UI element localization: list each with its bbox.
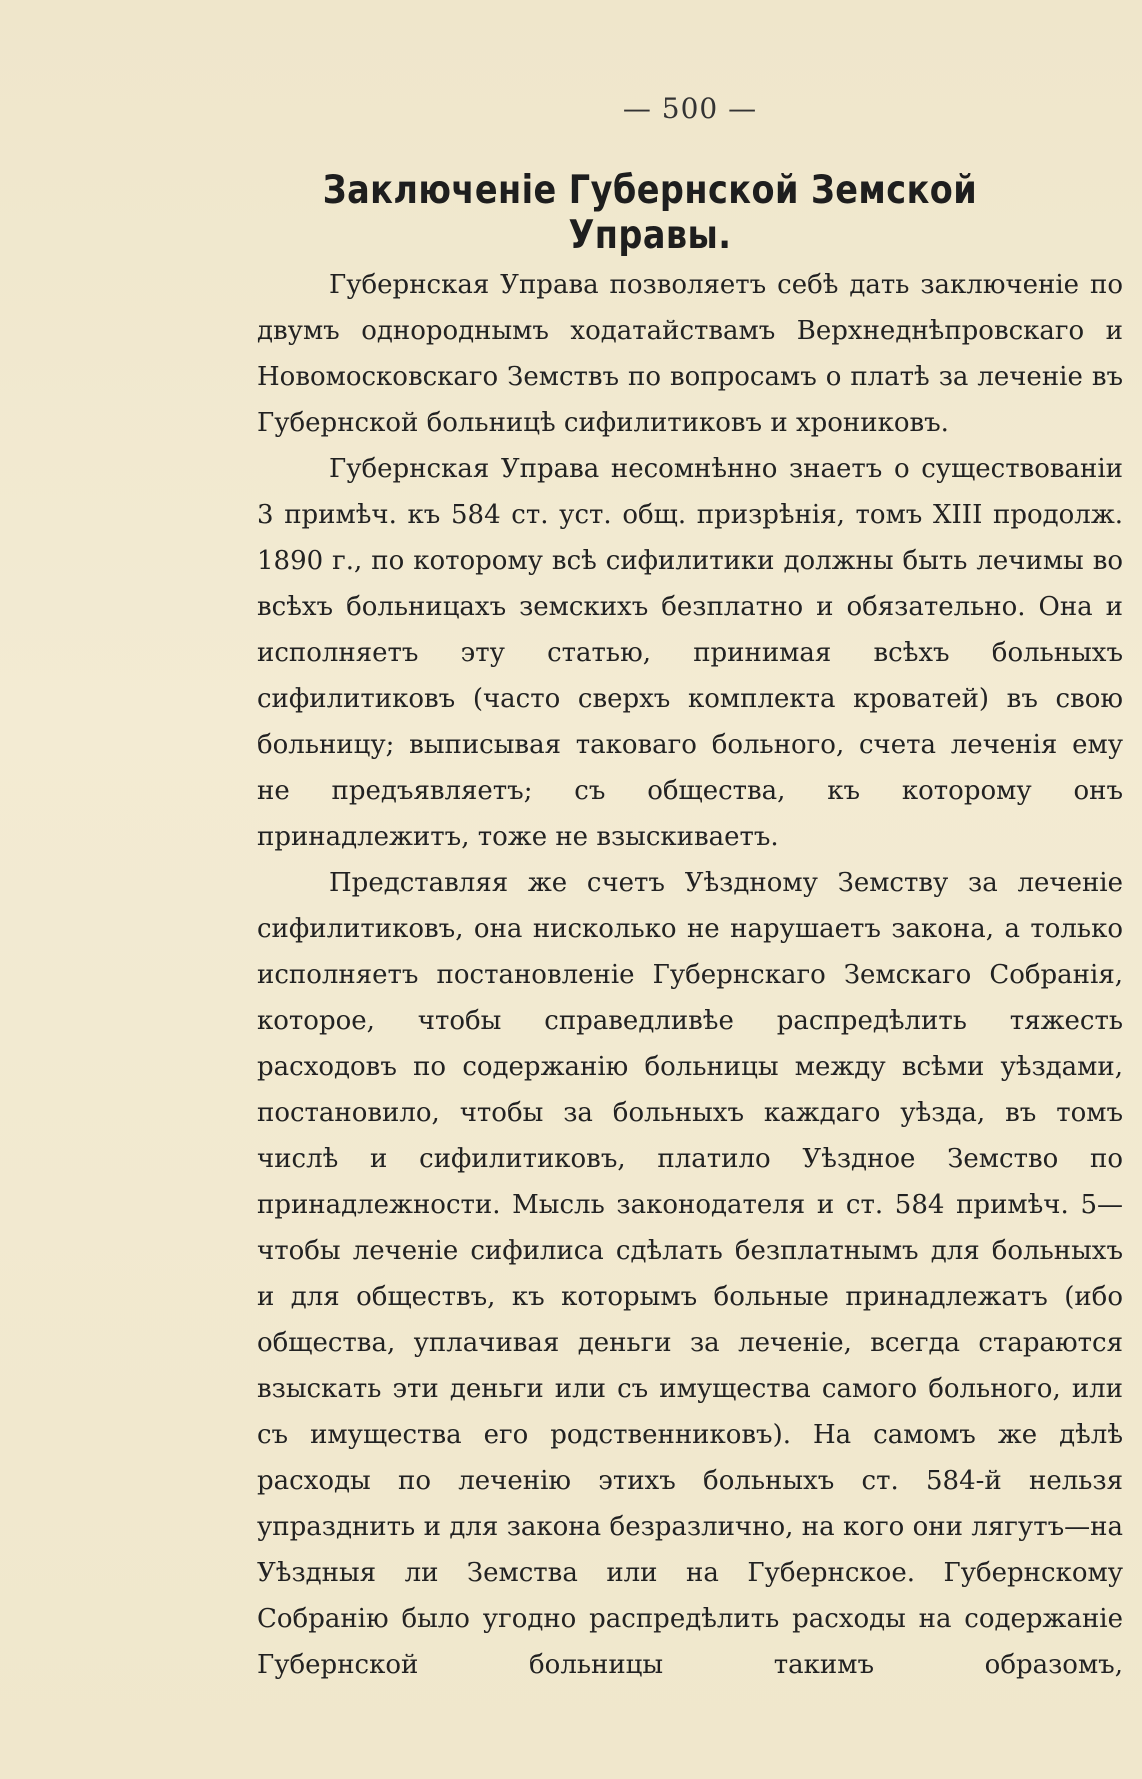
paragraph: Представляя же счетъ Уѣздному Земству за леченiе сифилитиковъ, она нисколько не нарушаетъ закона, а только исполняетъ постановленiе Губернскаго Земскаго Собранiя, которое, чтобы справедливѣе распредѣлить тяжесть расходовъ по содержанiю больницы между всѣми уѣздами, постановило, чтобы за больныхъ каждаго уѣзда, въ томъ числѣ и сифилитиковъ, платило Уѣздное Земство по принадлежности. Мысль законодателя и ст. 584 примѣч. 5—чтобы леченiе сифилиса сдѣлать безплатнымъ для больныхъ и для обществъ, къ которымъ больные принадлежатъ (ибо общества, уплачивая деньги за леченiе, всегда стараются взыскать эти деньги или съ имущества самого больного, или съ имущества его родственниковъ). На самомъ же дѣлѣ расходы по леченiю этихъ больныхъ ст. 584-й нельзя упразднить и для закона безразлично, на кого они лягутъ—на Уѣздныя ли Земства или на Губернское. Губернскому Собранiю было угодно распредѣлить расходы на содержанiе Губернской больницы такимъ образомъ, (257, 868, 1123, 1680)
paragraph: Губернская Управа позволяетъ себѣ дать заключенiе по двумъ однороднымъ ходатайствамъ Верхнеднѣпровскаго и Новомосковскаго Земствъ по вопросамъ о платѣ за леченiе въ Губернской больницѣ сифилитиковъ и хрониковъ. (257, 270, 1123, 438)
body-text (257, 262, 1123, 1688)
page-title: Заключенiе Губернской Земской Управы. (322, 168, 978, 258)
paragraph: Губернская Управа несомнѣнно знаетъ о существованiи 3 примѣч. къ 584 ст. уст. общ. призрѣнiя, томъ XIII продолж. 1890 г., по которому всѣ сифилитики должны быть лечимы во всѣхъ больницахъ земскихъ безплатно и обязательно. Она и исполняетъ эту статью, принимая всѣхъ больныхъ сифилитиковъ (часто сверхъ комплекта кроватей) въ свою больницу; выписывая таковаго больного, счета леченiя ему не предъявляетъ; съ общества, къ которому онъ принадлежитъ, тоже не взыскиваетъ. (257, 454, 1123, 852)
page-number: — 500 — (622, 92, 758, 125)
